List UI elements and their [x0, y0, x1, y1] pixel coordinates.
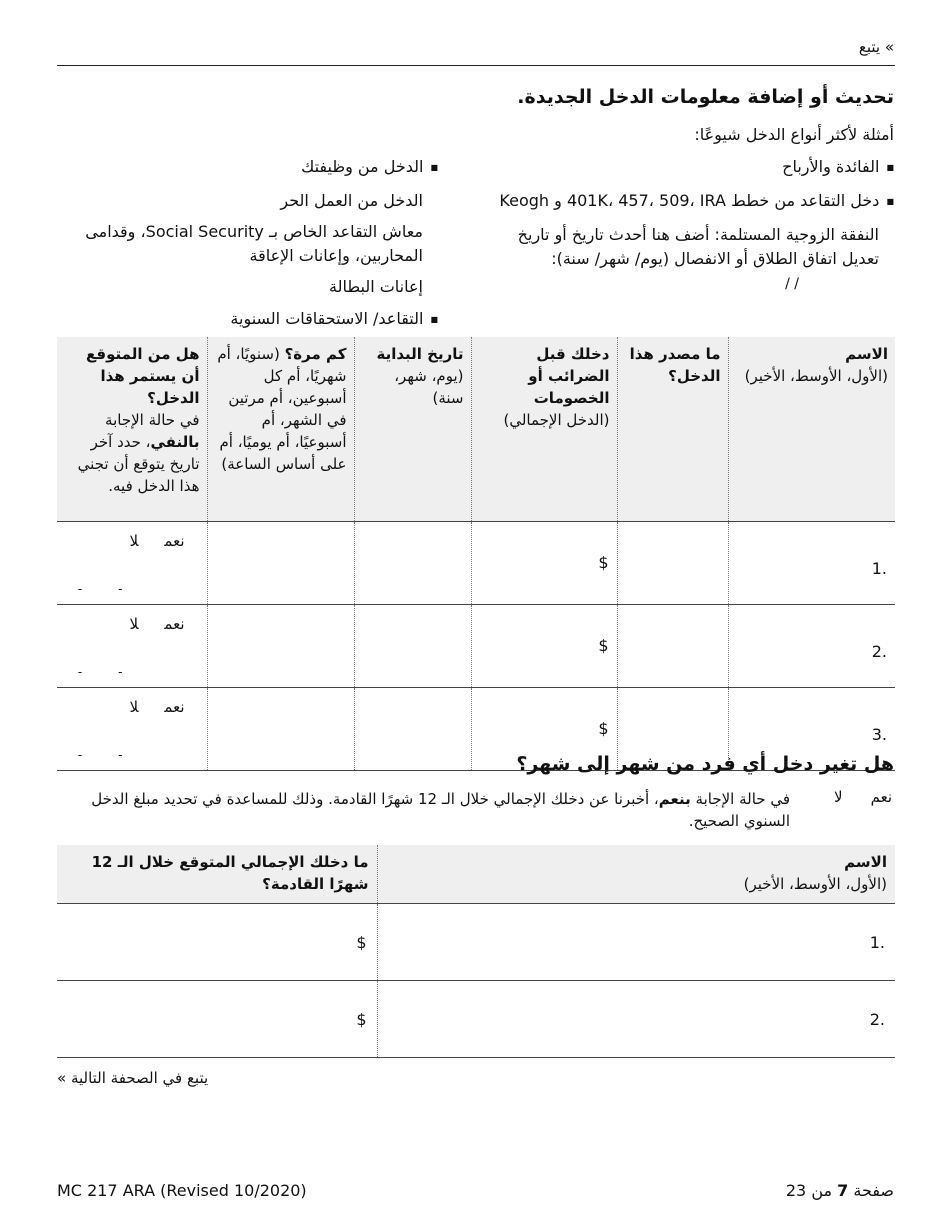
source-cell[interactable] — [617, 521, 728, 604]
end-date-field[interactable]: -- — [77, 581, 159, 596]
col-name: الاسم (الأول، الأوسط، الأخير) — [377, 845, 895, 904]
col-frequency: كم مرة؟ (سنويًا، أم شهريًا، أم كل أسبوعين، أم مرتين في الشهر، أم أسبوعيًا، أم يوميًا، أم على أساس الساعة) — [207, 337, 354, 521]
no-option[interactable]: لا — [129, 697, 139, 716]
example-annuities: ■ التقاعد/ الاستحقاقات السنوية — [78, 306, 438, 335]
example-retirement-plans: ■ دخل التقاعد من خطط 401K، 457، 509، IRA و Keogh — [494, 188, 894, 217]
top-divider — [57, 65, 895, 66]
example-social-security: معاش التقاعد الخاص بـ Social Security، وقدامى المحاربين، وإعانات الإعاقة — [85, 222, 423, 265]
col-gross-income: دخلك قبل الضرائب أو الخصومات (الدخل الإجمالي) — [471, 337, 617, 521]
gross-cell[interactable]: $ — [471, 521, 617, 604]
gross-cell[interactable]: $ — [471, 687, 617, 770]
section1-title: تحديث أو إضافة معلومات الدخل الجديدة. — [517, 86, 894, 108]
name-cell[interactable]: .2 — [728, 604, 895, 687]
varies-yes-option[interactable]: نعم — [870, 788, 892, 806]
monthly-income-table — [57, 845, 895, 1058]
name-cell[interactable]: .1 — [728, 521, 895, 604]
yes-option[interactable]: نعم — [164, 614, 185, 633]
income-table — [57, 337, 895, 771]
no-option[interactable]: لا — [129, 614, 139, 633]
gross-cell[interactable]: $ — [471, 604, 617, 687]
income-examples-left — [78, 154, 438, 335]
example-unemployment: إعانات البطالة — [329, 277, 423, 296]
alimony-date-field[interactable]: / / — [785, 276, 799, 292]
table-row — [57, 521, 895, 604]
col-start-date: تاريخ البداية (يوم، شهر، سنة) — [354, 337, 471, 521]
start-date-cell[interactable] — [354, 604, 471, 687]
end-date-field[interactable]: -- — [77, 747, 159, 762]
col-name: الاسم (الأول، الأوسط، الأخير) — [728, 337, 895, 521]
page-number: صفحة 7 من 23 — [785, 1181, 894, 1200]
example-alimony: النفقة الزوجية المستلمة: أضف هنا أحدث تاريخ أو تاريخ تعديل اتفاق الطلاق أو الانفصال (يوم/ شهر/ سنة): — [517, 225, 879, 268]
continue-cell[interactable] — [57, 521, 207, 604]
varies-no-option[interactable]: لا — [834, 788, 843, 806]
continued-next-page: يتبع في الصحفة التالية » — [57, 1069, 209, 1087]
col-source: ما مصدر هذا الدخل؟ — [617, 337, 728, 521]
start-date-cell[interactable] — [354, 521, 471, 604]
no-option[interactable]: لا — [129, 531, 139, 550]
expected-income-cell[interactable]: $ — [57, 981, 377, 1058]
varies-yes-no — [834, 788, 892, 806]
example-interest: ■ الفائدة والأرباح — [494, 154, 894, 183]
form-id: MC 217 ARA (Revised 10/2020) — [57, 1181, 307, 1200]
expected-income-cell[interactable]: $ — [57, 904, 377, 981]
table-row — [57, 981, 895, 1058]
varies-note: في حالة الإجابة بنعم، أخبرنا عن دخلك الإجمالي خلال الـ 12 شهرًا القادمة. وذلك للمساعدة في تحديد مبلغ الدخل السنوي الصحيح. — [91, 790, 790, 830]
end-date-field[interactable]: -- — [77, 664, 159, 679]
col-expected-income: ما دخلك الإجمالي المتوقع خلال الـ 12 شهرًا القادمة؟ — [57, 845, 377, 904]
table-row — [57, 604, 895, 687]
continue-cell[interactable] — [57, 687, 207, 770]
yes-option[interactable]: نعم — [164, 697, 185, 716]
frequency-cell[interactable] — [207, 604, 354, 687]
continued-label: » يتبع — [858, 38, 894, 56]
frequency-cell[interactable] — [207, 687, 354, 770]
frequency-cell[interactable] — [207, 521, 354, 604]
table-row — [57, 904, 895, 981]
income-examples-intro: أمثلة لأكثر أنواع الدخل شيوعًا: — [694, 125, 894, 144]
name-cell[interactable]: .1 — [377, 904, 895, 981]
example-job-income: ■ الدخل من وظيفتك — [78, 154, 438, 183]
income-examples-right — [494, 154, 894, 297]
col-continue: هل من المتوقع أن يستمر هذا الدخل؟ في حالة الإجابة بالنفي، حدد آخر تاريخ يتوقع أن تجني هذا الدخل فيه. — [57, 337, 207, 521]
source-cell[interactable] — [617, 604, 728, 687]
example-self-employment: الدخل من العمل الحر — [280, 191, 423, 210]
name-cell[interactable]: .2 — [377, 981, 895, 1058]
continue-cell[interactable] — [57, 604, 207, 687]
section2-title: هل تغير دخل أي فرد من شهر إلى شهر؟ — [516, 753, 894, 775]
start-date-cell[interactable] — [354, 687, 471, 770]
yes-option[interactable]: نعم — [164, 531, 185, 550]
name-cell[interactable]: .3 — [728, 687, 895, 770]
